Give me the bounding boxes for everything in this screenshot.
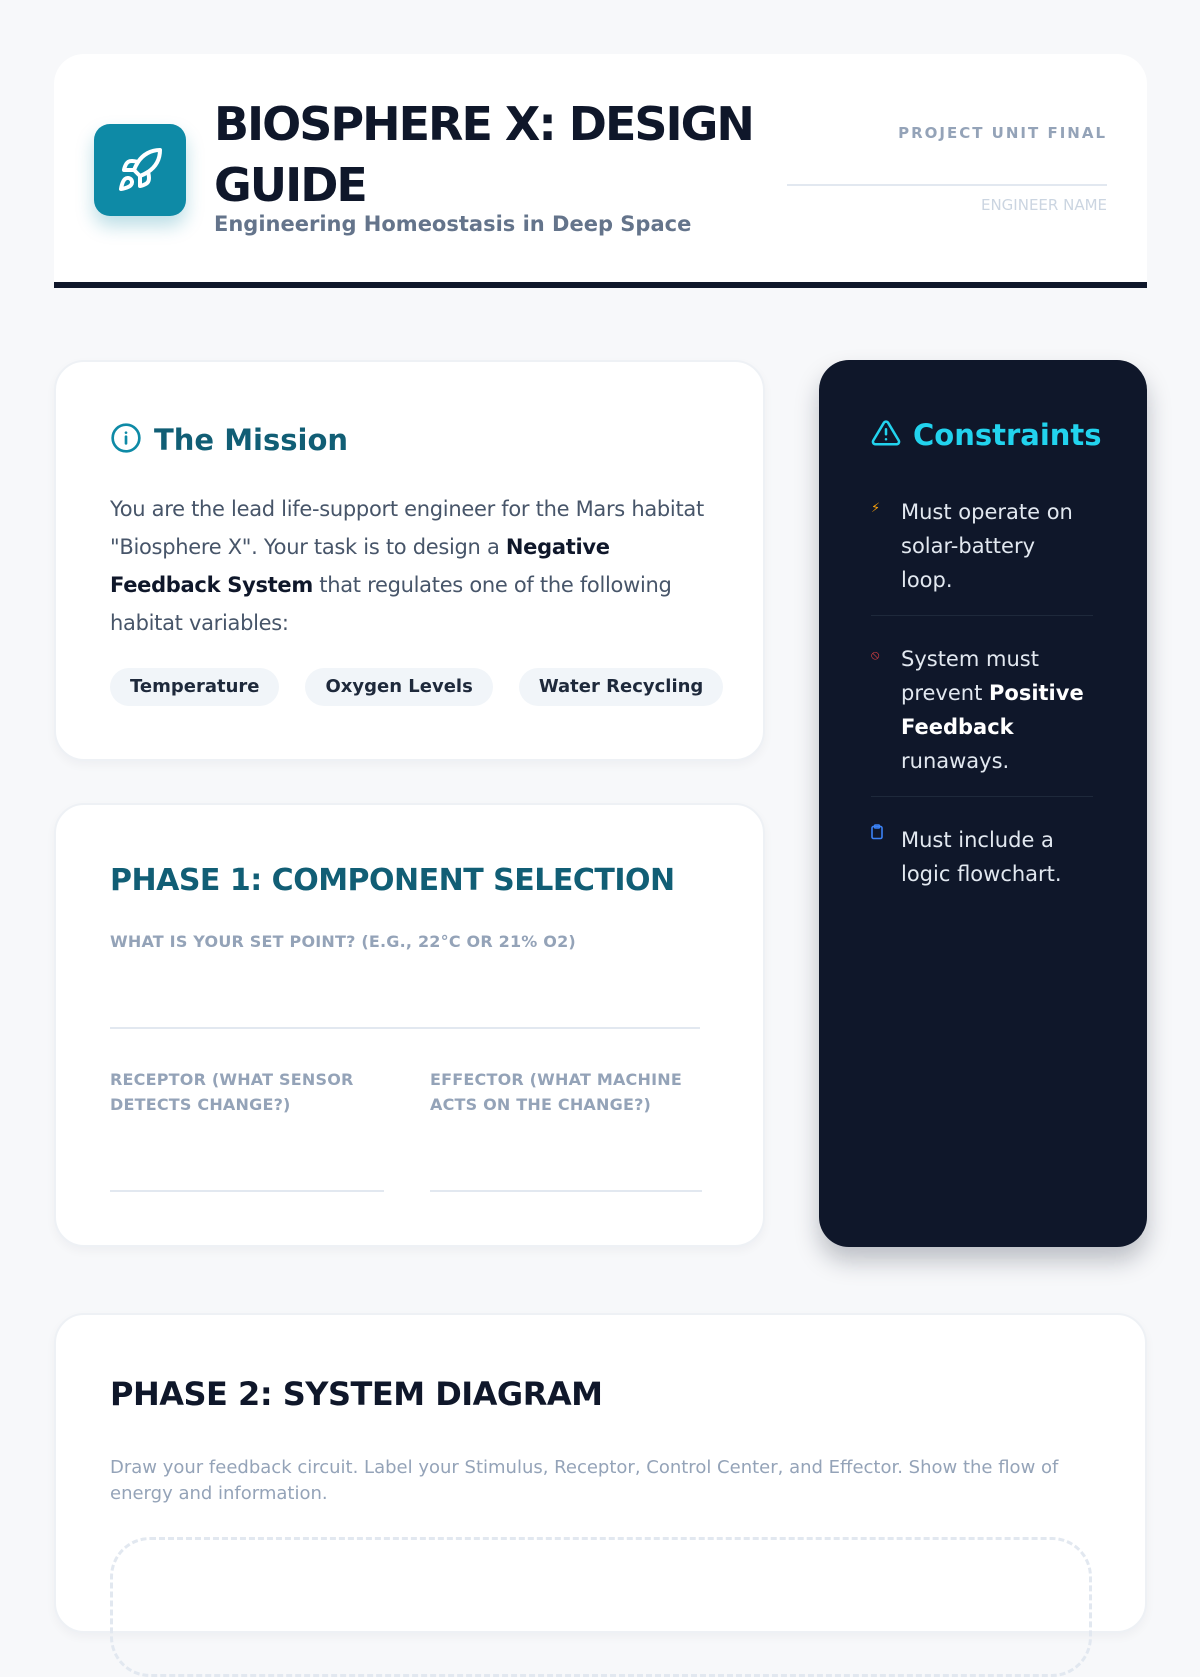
engineer-name-label: ENGINEER NAME: [980, 196, 1107, 214]
receptor-label: RECEPTOR (WHAT SENSOR DETECTS CHANGE?): [110, 1070, 354, 1114]
tag-water-recycling[interactable]: Water Recycling: [519, 668, 724, 706]
effector-input[interactable]: [430, 1190, 702, 1192]
project-label: PROJECT UNIT FINAL: [898, 124, 1107, 142]
set-point-input[interactable]: [110, 1027, 700, 1029]
warning-icon: [871, 418, 901, 452]
tag-oxygen-levels[interactable]: Oxygen Levels: [305, 668, 492, 706]
variable-tags: [110, 668, 723, 706]
phase2-title: PHASE 2: SYSTEM DIAGRAM: [110, 1375, 603, 1413]
mission-card: [54, 360, 765, 761]
rocket-icon: [94, 124, 186, 216]
phase1-card: [54, 803, 765, 1247]
constraints-heading: [871, 418, 1102, 452]
page-title: BIOSPHERE X: DESIGN GUIDE: [214, 97, 753, 212]
engineer-name-field[interactable]: [787, 184, 1107, 186]
mission-description: You are the lead life-support engineer for the Mars habitat "Biosphere X". Your task is to design a Negative Feedback System that regulates one of the following habitat variables:: [110, 497, 704, 635]
negative-feedback-highlight: Negative Feedback System: [110, 535, 610, 597]
phase2-description: Draw your feedback circuit. Label your Stimulus, Receptor, Control Center, and Effector. Show the flow of energy and information.: [110, 1457, 1059, 1504]
constraints-list: [871, 495, 1093, 935]
constraint-item: ⦸ System must prevent Positive Feedback runaways.: [871, 642, 1093, 797]
constraint-item: Must include a logic flowchart.: [871, 823, 1093, 909]
constraint-item: ⚡ Must operate on solar-battery loop.: [871, 495, 1093, 616]
clipboard-icon: [871, 823, 883, 891]
diagram-drawing-area[interactable]: [110, 1537, 1092, 1677]
constraints-title: Constraints: [913, 418, 1102, 452]
info-icon: [110, 422, 142, 458]
constraints-panel: [819, 360, 1147, 1247]
mission-heading: [110, 422, 348, 458]
mission-title: The Mission: [154, 423, 349, 457]
effector-label: EFFECTOR (WHAT MACHINE ACTS ON THE CHANGE?): [430, 1070, 682, 1114]
page-subtitle: Engineering Homeostasis in Deep Space: [214, 212, 692, 236]
lightning-icon: ⚡: [871, 501, 881, 516]
set-point-label: WHAT IS YOUR SET POINT? (E.G., 22°C OR 21% O2): [110, 932, 576, 951]
receptor-input[interactable]: [110, 1190, 384, 1192]
phase2-card: [54, 1313, 1147, 1633]
phase1-title: PHASE 1: COMPONENT SELECTION: [110, 863, 675, 898]
tag-temperature[interactable]: Temperature: [110, 668, 279, 706]
stop-icon: ⦸: [871, 648, 880, 663]
page-header: [54, 54, 1147, 288]
